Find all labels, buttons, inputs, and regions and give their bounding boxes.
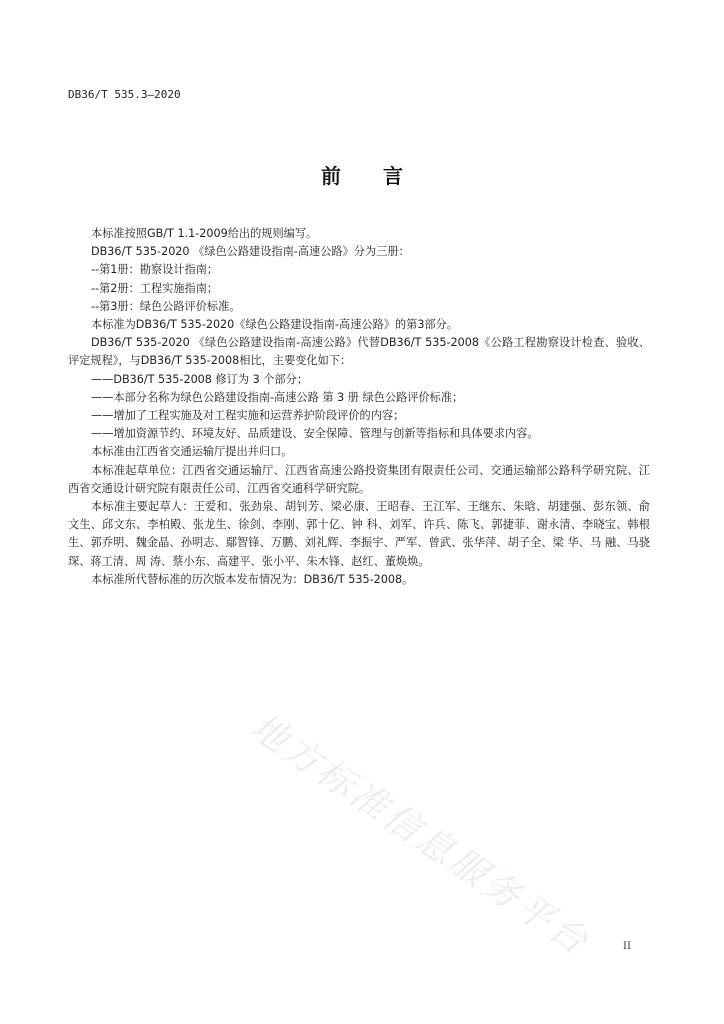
paragraph-change-3: ——增加了工程实施及对工程实施和运营养护阶段评价的内容； [91,409,405,423]
foreword-body [68,225,650,589]
paragraph-volumes-intro: DB36/T 535-2020 《绿色公路建设指南-高速公路》分为三册： [91,245,410,259]
page-title [0,160,724,189]
paragraph-drafting-rules: 本标准按照GB/T 1.1-2009给出的规则编写。 [91,227,318,240]
paragraph-drafters: 本标准主要起草人：王爱和、张劲泉、胡钊芳、梁必康、王昭春、王江军、王继东、朱晗、胡建强、彭东领、俞文生、邱文东、李柏殿、张龙生、徐剑、李刚、郭十亿、钟 科、刘军、许兵、陈飞、郭捷菲、谢永清、李晓宝、韩根生、郭乔明、魏金晶、孙明志、鄢智锋、万鹏、刘礼辉、李振宇、严军、曾武、张华萍、胡子全、梁 华、马 融、马骁琛、蒋工清、周 涛、蔡小东、高建平、张小平、朱木锋、赵红、董焕焕。 [68,500,650,568]
page-number: II [623,941,631,952]
paragraph-change-4: ——增加资源节约、环境友好、品质建设、安全保障、管理与创新等指标和具体要求内容。 [91,427,539,441]
paragraph-part-statement: 本标准为DB36/T 535-2020《绿色公路建设指南-高速公路》的第3部分。 [91,318,459,332]
paragraph-change-2: ——本部分名称为绿色公路建设指南-高速公路 第 3 册 绿色公路评价标准； [91,390,464,404]
paragraph-previous-editions: 本标准所代替标准的历次版本发布情况为：DB36/T 535-2008。 [91,572,414,586]
paragraph-volume-2: --第2册：工程实施指南； [91,281,219,295]
watermark: 地方标准信息服务平台 [242,706,598,965]
page-title-char-2: 言 [383,164,403,188]
paragraph-volume-3: --第3册：绿色公路评价标准。 [91,299,241,313]
paragraph-drafting-units: 本标准起草单位：江西省交通运输厅、江西省高速公路投资集团有限责任公司、交通运输部公路科学研究院、江西省交通设计研究院有限责任公司、江西省交通科学研究院。 [68,463,650,495]
paragraph-volume-1: --第1册：勘察设计指南； [91,263,219,277]
paragraph-change-1: ——DB36/T 535-2008 修订为 3 个部分； [91,372,309,386]
standard-code: DB36/T 535.3—2020 [68,88,181,101]
paragraph-replacement: DB36/T 535-2020 《绿色公路建设指南-高速公路》代替DB36/T 535-2008《公路工程勘察设计检查、验收、评定规程》，与DB36/T 535-2008相比，主要变化如下： [68,336,650,368]
paragraph-proposer: 本标准由江西省交通运输厅提出并归口。 [91,445,293,459]
page-title-char-1: 前 [321,164,341,188]
